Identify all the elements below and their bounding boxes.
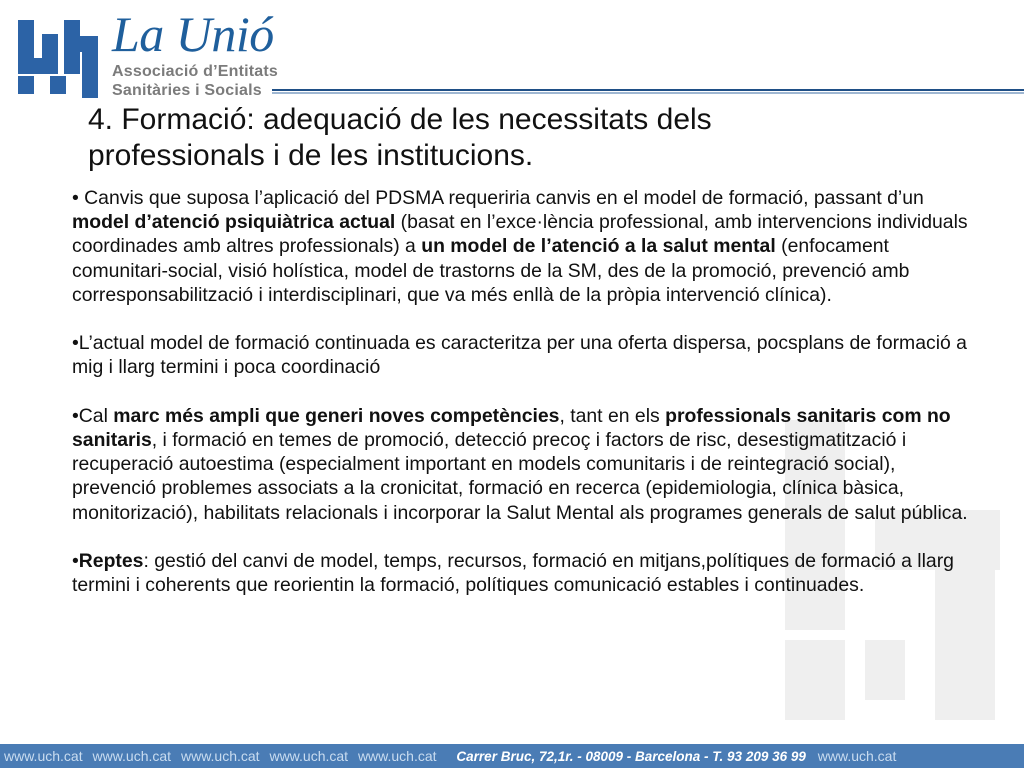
p4-text-2: : gestió del canvi de model, temps, recursos, formació en mitjans,polítiques de formació a llarg termini i coherents que reorientin la formació, polítiques comunicació estables i continuades. bbox=[72, 550, 954, 597]
slide-title-line1: 4. Formació: adequació de les necessitats dels bbox=[88, 103, 712, 136]
footer-web-link[interactable]: www.uch.cat bbox=[817, 748, 897, 764]
footer-web-link[interactable]: www.uch.cat bbox=[180, 748, 260, 764]
p3-bold-2: professionals sanitaris com no sanitaris bbox=[72, 404, 951, 451]
bullet-challenges bbox=[72, 549, 977, 597]
p1-text-2: (basat en l’exce·lència professional, amb intervencions individuals coordinades amb altres professionals) a bbox=[72, 211, 968, 258]
la-unio-logo-mark-icon bbox=[10, 12, 100, 98]
footer-address: Carrer Bruc, 72,1r. - 08009 - Barcelona - T. 93 209 36 99 bbox=[456, 749, 806, 764]
p3-text-2: , tant en els bbox=[559, 404, 666, 427]
logo-title: La Unió bbox=[112, 6, 274, 62]
p2-text-1: •L’actual model de formació continuada es caracteritza per una oferta dispersa, pocsplans de formació a mig i llarg termini i poca coordinació bbox=[72, 332, 967, 379]
header-rule bbox=[272, 89, 1024, 94]
p3-bold-1: marc més ampli que generi noves competències bbox=[113, 404, 560, 427]
bullet-pdsma-changes bbox=[72, 186, 977, 307]
p1-bold-2: un model de l’atenció a la salut mental bbox=[421, 235, 776, 258]
p3-text-3: , i formació en temes de promoció, detecció precoç i factors de risc, desestigmatització i recuperació autoestima (especialment important en models comunitaris i de reintegració social), prevenció problemes associats a la cronicitat, formació en recerca (epidemiologia, clínica bàsica, monitorizació), habilitats relacionals i incorporar la Salut Mental als programes generals de salut pública. bbox=[72, 429, 968, 524]
footer-web-link[interactable]: www.uch.cat bbox=[4, 748, 83, 764]
bullet-current-model bbox=[72, 331, 977, 379]
logo-subtitle-line1: Associació d’Entitats bbox=[112, 63, 279, 80]
bullet-broader-framework bbox=[72, 404, 977, 525]
p1-text-1: • Canvis que suposa l’aplicació del PDSMA requeriria canvis en el model de formació, passant d’un bbox=[72, 187, 924, 209]
p4-text-1: • bbox=[72, 550, 79, 572]
p1-bold-1: model d’atenció psiquiàtrica actual bbox=[72, 211, 396, 234]
p4-bold-1: Reptes bbox=[78, 550, 144, 572]
p1-text-3: (enfocament comunitari-social, visió holística, model de trastorns de la SM, des de la promoció, prevenció amb corresponsabilització i interdisciplinari, que va més enllà de la pròpia intervenció clínica). bbox=[72, 235, 910, 306]
footer-bar bbox=[0, 744, 1024, 768]
footer-web-link[interactable]: www.uch.cat bbox=[269, 748, 349, 764]
p3-text-1: •Cal bbox=[72, 404, 114, 427]
footer-web-link[interactable]: www.uch.cat bbox=[357, 748, 437, 764]
slide-title bbox=[88, 102, 988, 174]
footer-web-link[interactable]: www.uch.cat bbox=[92, 748, 172, 764]
logo-subtitle-line2: Sanitàries i Socials bbox=[112, 82, 262, 99]
slide-body bbox=[72, 186, 977, 597]
slide-title-line2: professionals i de les institucions. bbox=[88, 139, 534, 172]
